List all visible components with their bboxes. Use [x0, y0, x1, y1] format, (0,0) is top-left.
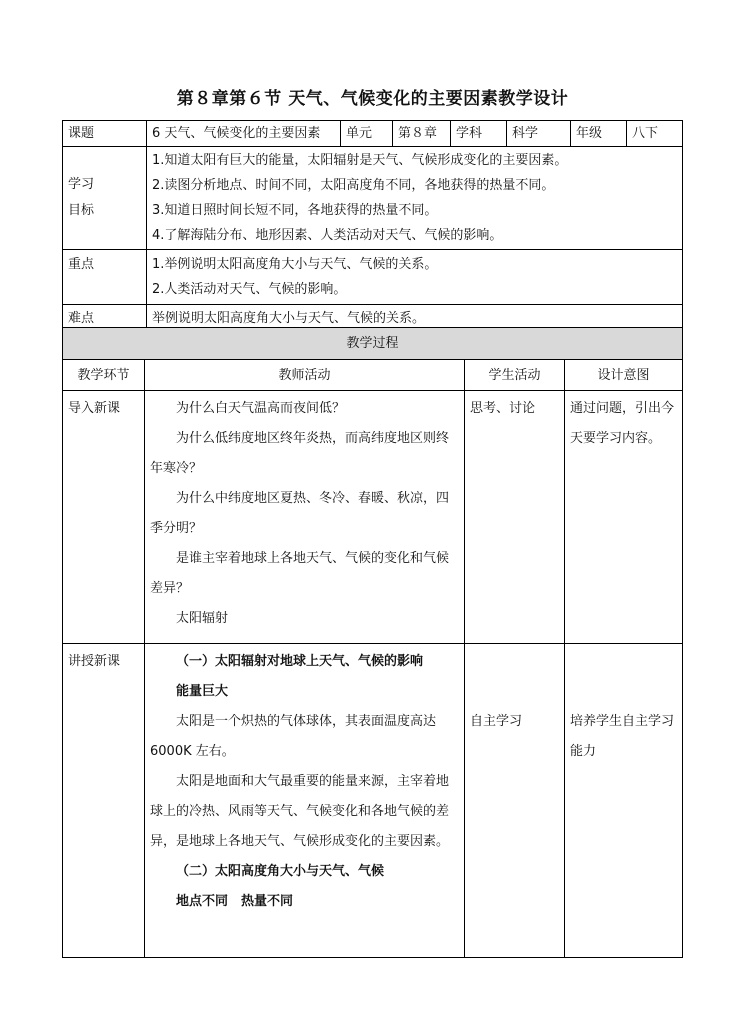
process-banner: 教学过程 [63, 328, 683, 360]
teacher-paragraph: 是谁主宰着地球上各地天气、气候的变化和气候差异？ [150, 551, 450, 596]
difficult-text: 举例说明太阳高度角大小与天气、气候的关系。 [147, 305, 683, 332]
header-teacher: 教师活动 [145, 360, 465, 391]
teacher-paragraph: 太阳是一个炽热的气体球体，其表面温度高达6000K 左右。 [150, 714, 437, 759]
key-item: 2.人类活动对天气、气候的影响。 [152, 282, 347, 297]
subject-value: 科学 [507, 121, 571, 147]
info-row-goals [63, 147, 683, 250]
process-row-intro [63, 391, 683, 644]
process-row-lecture [63, 644, 683, 958]
teacher-intro [145, 391, 465, 644]
lesson-info-table [62, 120, 683, 332]
teacher-paragraph: 太阳辐射 [176, 611, 229, 626]
teacher-paragraph: 太阳是地面和大气最重要的能量来源，主宰着地球上的冷热、风雨等天气、气候变化和各地气候的差异，是地球上各地天气、气候形成变化的主要因素。 [150, 774, 450, 849]
info-row-topic [63, 121, 683, 147]
student-intro: 思考、讨论 [465, 391, 565, 644]
teaching-process-table [62, 327, 683, 958]
goal-item: 3.知道日照时间长短不同，各地获得的热量不同。 [152, 203, 438, 218]
unit-value: 第８章 [393, 121, 451, 147]
section-heading: （一）太阳辐射对地球上天气、气候的影响 [176, 654, 424, 669]
stage-lecture: 讲授新课 [63, 644, 145, 958]
goals-list [147, 147, 683, 250]
grade-value: 八下 [627, 121, 683, 147]
section-heading: （二）太阳高度角大小与天气、气候 [176, 864, 385, 879]
teacher-paragraph: 为什么中纬度地区夏热、冬冷、春暖、秋凉，四季分明？ [150, 491, 450, 536]
goals-label-line2: 目标 [68, 203, 95, 218]
sub-heading: 能量巨大 [176, 684, 229, 699]
teacher-paragraph: 为什么低纬度地区终年炎热，而高纬度地区则终年寒冷？ [150, 431, 450, 476]
key-label: 重点 [63, 250, 147, 305]
key-list [147, 250, 683, 305]
student-lecture: 自主学习 [465, 644, 565, 958]
goal-item: 2.读图分析地点、时间不同，太阳高度角不同，各地获得的热量不同。 [152, 178, 555, 193]
teacher-paragraph: 为什么白天气温高而夜间低？ [176, 401, 346, 416]
goal-item: 1.知道太阳有巨大的能量，太阳辐射是天气、气候形成变化的主要因素。 [152, 153, 568, 168]
difficult-label: 难点 [63, 305, 147, 332]
stage-intro: 导入新课 [63, 391, 145, 644]
grade-label: 年级 [571, 121, 627, 147]
goals-label-line1: 学习 [68, 177, 95, 192]
key-item: 1.举例说明太阳高度角大小与天气、气候的关系。 [152, 257, 438, 272]
intent-lecture: 培养学生自主学习能力 [565, 644, 683, 958]
header-stage: 教学环节 [63, 360, 145, 391]
info-row-key [63, 250, 683, 305]
header-student: 学生活动 [465, 360, 565, 391]
page-title: 第８章第６节 天气、气候变化的主要因素教学设计 [176, 89, 569, 109]
intent-intro: 通过问题，引出今天要学习内容。 [565, 391, 683, 644]
subject-label: 学科 [451, 121, 507, 147]
goals-label [63, 147, 147, 250]
topic-label: 课题 [63, 121, 147, 147]
sub-heading: 地点不同 热量不同 [176, 894, 294, 909]
process-header-row [63, 360, 683, 391]
unit-label: 单元 [341, 121, 393, 147]
header-intent: 设计意图 [565, 360, 683, 391]
goal-item: 4.了解海陆分布、地形因素、人类活动对天气、气候的影响。 [152, 228, 503, 243]
topic-value: 6 天气、气候变化的主要因素 [147, 121, 341, 147]
teacher-lecture [145, 644, 465, 958]
